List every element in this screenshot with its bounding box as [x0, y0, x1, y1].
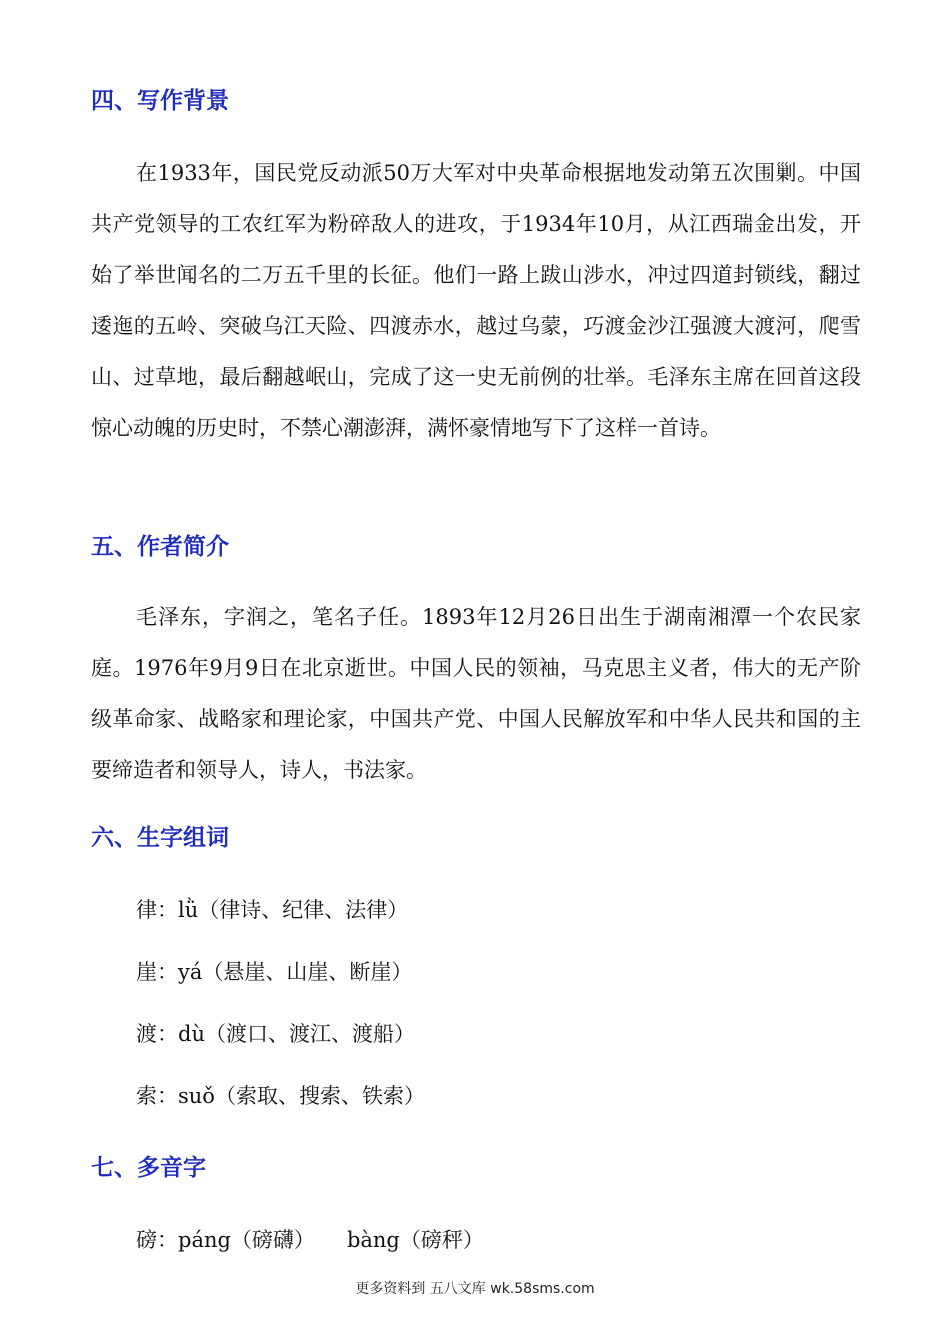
page-footer: 更多资料到 五八文库 wk.58sms.com [355, 1281, 595, 1297]
polyphone-reading-pang: 磅：páng（磅礴） [136, 1228, 315, 1252]
vocab-item-ya: 崖：yá（悬崖、山崖、断崖） [136, 960, 413, 984]
vocab-item-suo: 索：suǒ（索取、搜索、铁索） [136, 1084, 425, 1108]
author-paragraph: 毛泽东，字润之，笔名子任。1893年12月26日出生于湖南湘潭一个农民家庭。1976年9月9日在北京逝世。中国人民的领袖，马克思主义者，伟大的无产阶级革命家、战略家和理论家，中国共产党、中国人民解放军和中华人民共和国的主要缔造者和领导人，诗人，书法家。 [91, 605, 861, 782]
section-heading-vocab: 六、生字组词 [91, 825, 229, 851]
polyphone-reading-bang: bàng（磅秤） [346, 1228, 484, 1252]
section-heading-background: 四、写作背景 [91, 88, 229, 114]
vocab-item-du: 渡：dù（渡口、渡江、渡船） [136, 1022, 415, 1046]
section-heading-polyphone: 七、多音字 [91, 1155, 206, 1181]
polyphone-entry [136, 1225, 484, 1255]
background-paragraph: 在1933年，国民党反动派50万大军对中央革命根据地发动第五次围剿。中国共产党领导的工农红军为粉碎敌人的进攻，于1934年10月，从江西瑞金出发，开始了举世闻名的二万五千里的长征。他们一路上跋山涉水，冲过四道封锁线，翻过逶迤的五岭、突破乌江天险、四渡赤水，越过乌蒙，巧渡金沙江强渡大渡河，爬雪山、过草地，最后翻越岷山，完成了这一史无前例的壮举。毛泽东主席在回首这段惊心动魄的历史时，不禁心潮澎湃，满怀豪情地写下了这样一首诗。 [91, 161, 861, 440]
section-heading-author: 五、作者简介 [91, 534, 229, 560]
vocab-item-lv: 律：lǜ（律诗、纪律、法律） [136, 898, 409, 922]
